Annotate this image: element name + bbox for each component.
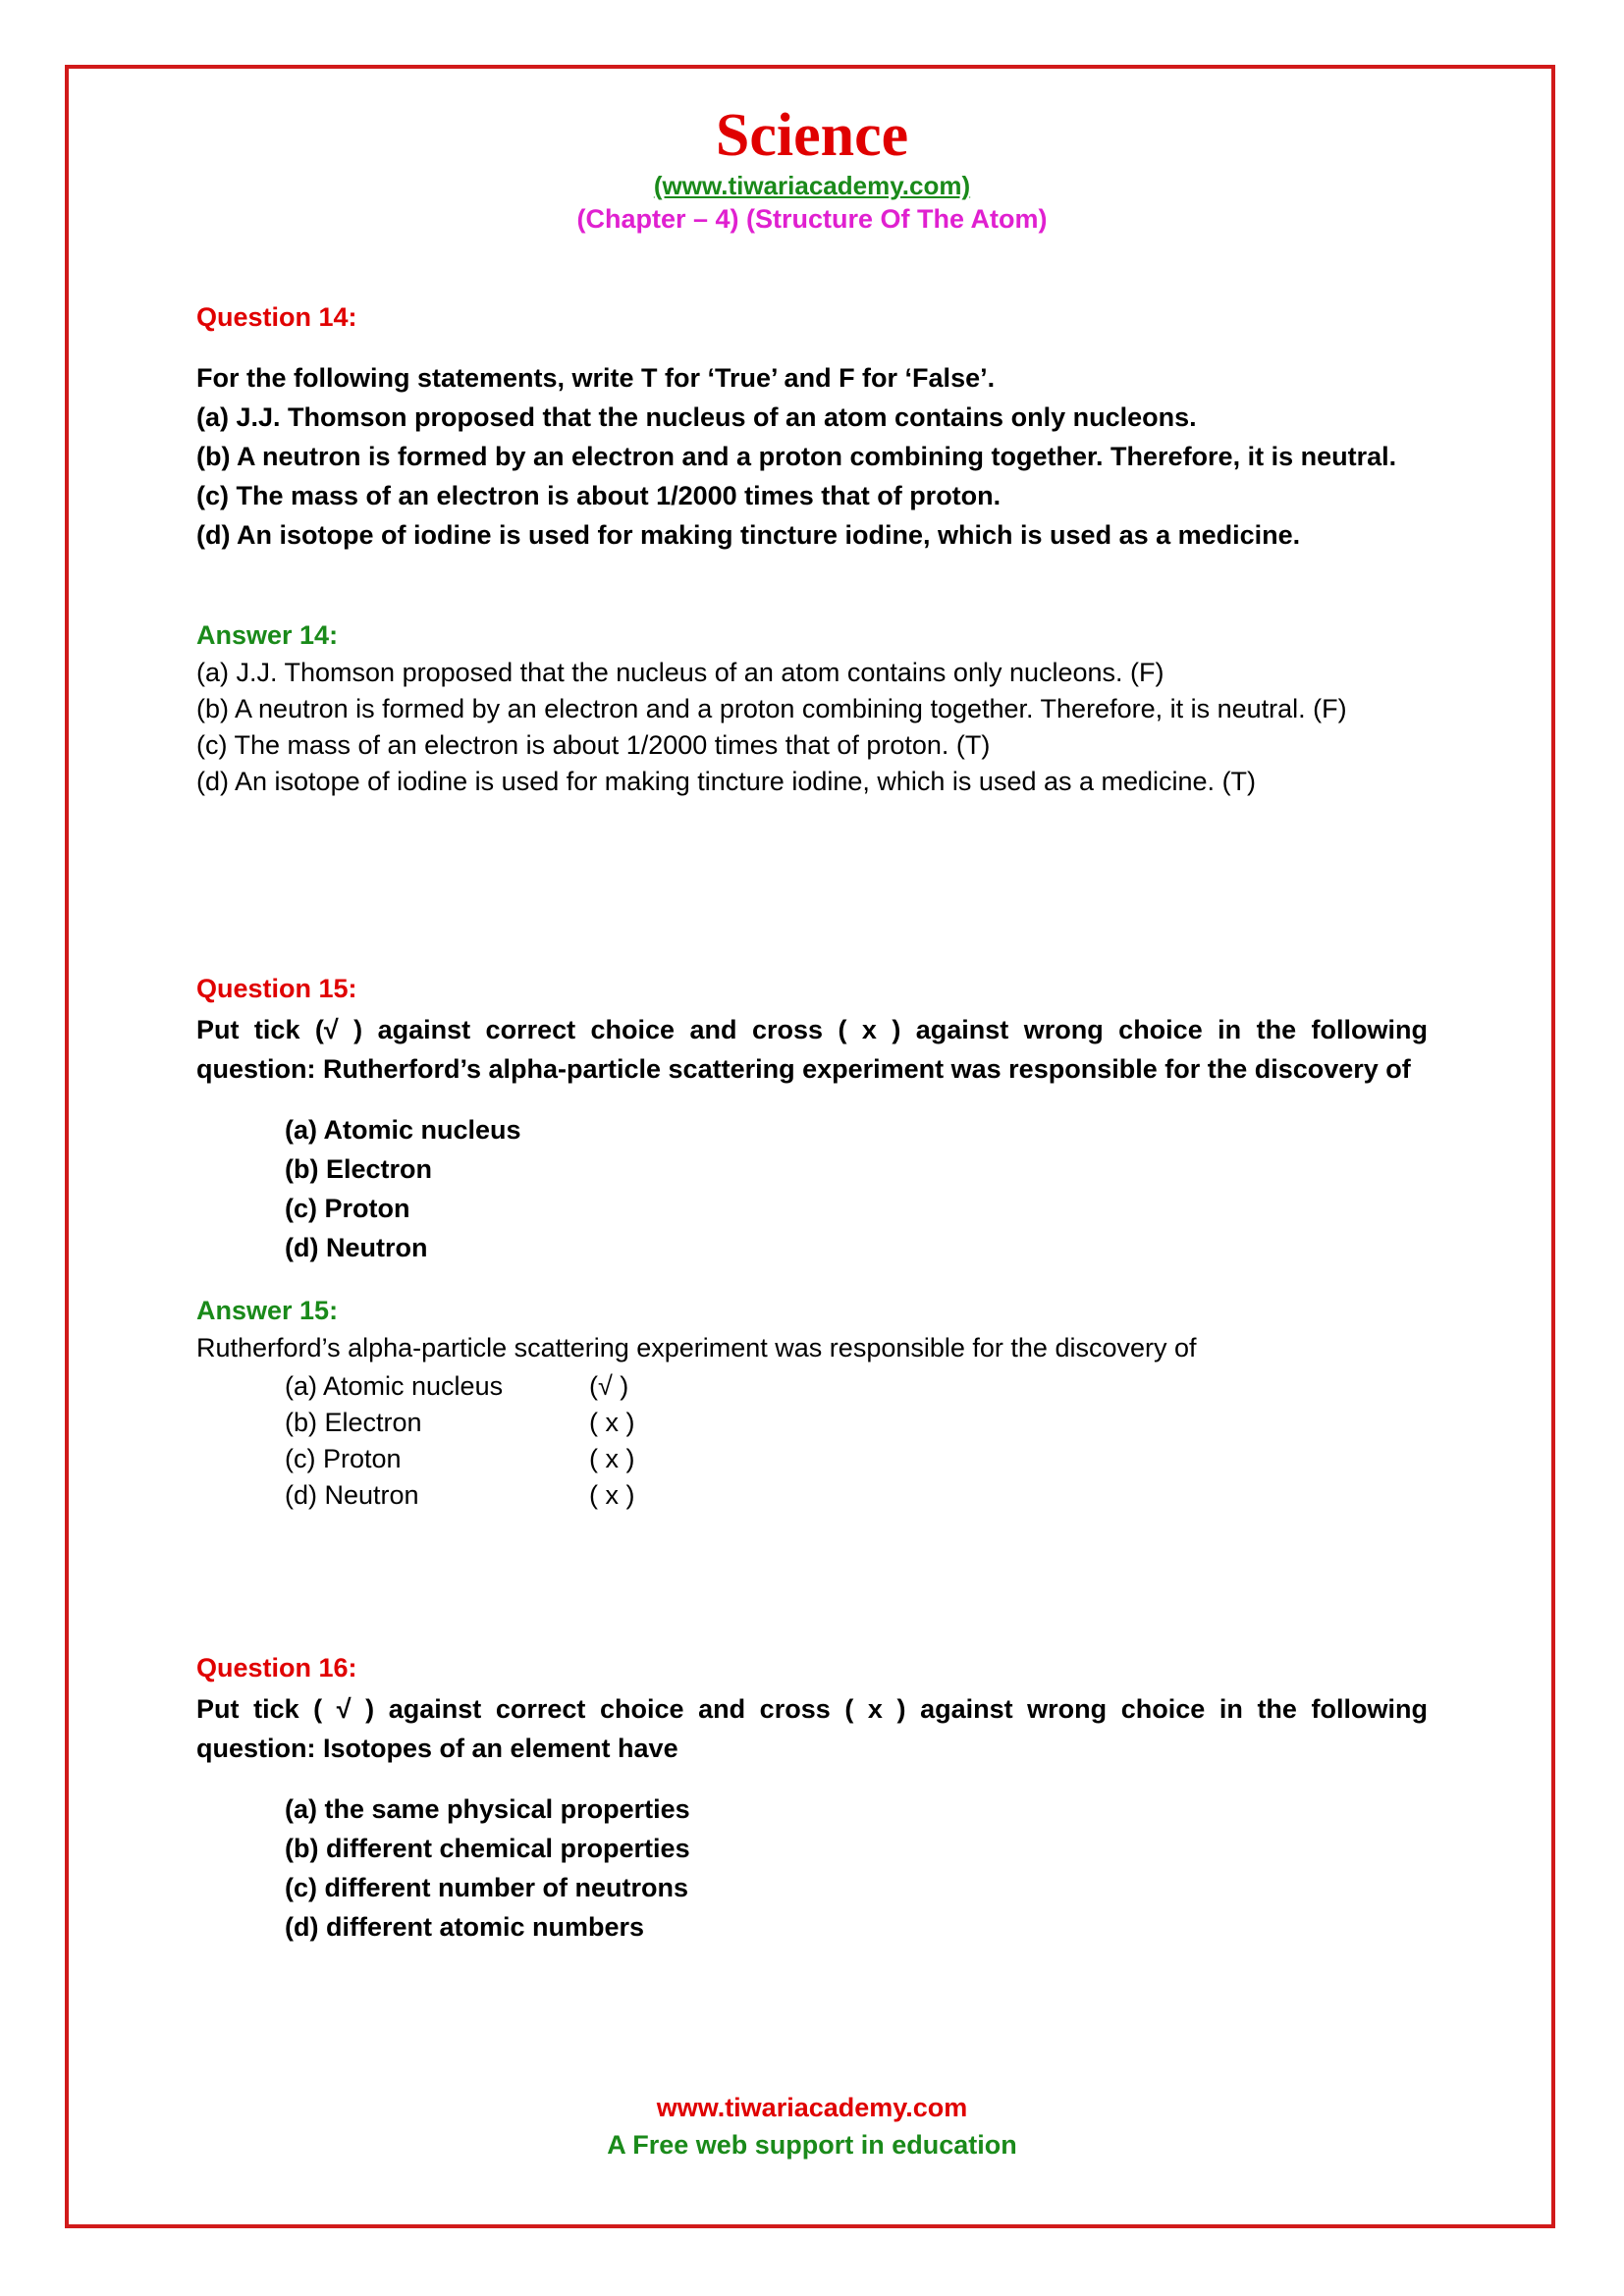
answer-14-line: (a) J.J. Thomson proposed that the nucleus of an atom contains only nucleons. (F) [196, 658, 1164, 687]
answer-14-line: (d) An isotope of iodine is used for making tincture iodine, which is used as a medicine. (T) [196, 767, 1257, 796]
answer-15-intro: Rutherford’s alpha-particle scattering experiment was responsible for the discovery of [196, 1333, 1197, 1362]
question-15-option: (d) Neutron [285, 1233, 428, 1262]
question-14-line: (a) J.J. Thomson proposed that the nucleus of an atom contains only nucleons. [196, 402, 1197, 432]
site-link[interactable]: (www.tiwariacademy.com) [653, 171, 971, 200]
question-14-line: (c) The mass of an electron is about 1/2000 times that of proton. [196, 481, 1001, 510]
answer-14-line: (c) The mass of an electron is about 1/2000 times that of proton. (T) [196, 730, 991, 760]
answer-15-label: Answer 15: [196, 1296, 339, 1325]
question-15-line: Put tick (√ ) against correct choice and cross ( x ) against wrong choice in the following [196, 1015, 1428, 1044]
answer-14-label: Answer 14: [196, 620, 339, 650]
question-15-label: Question 15: [196, 974, 357, 1003]
question-15-option: (b) Electron [285, 1154, 433, 1184]
question-14-line: (d) An isotope of iodine is used for making tincture iodine, which is used as a medicine. [196, 520, 1301, 550]
question-16-option: (b) different chemical properties [285, 1834, 690, 1863]
cross-mark: ( x ) [589, 1480, 635, 1510]
question-16-option: (c) different number of neutrons [285, 1873, 688, 1902]
footer-tagline: A Free web support in education [607, 2130, 1017, 2160]
tick-mark: (√ ) [589, 1371, 629, 1401]
question-14-label: Question 14: [196, 302, 357, 332]
question-15-option: (a) Atomic nucleus [285, 1115, 521, 1145]
question-16-option: (d) different atomic numbers [285, 1912, 645, 1942]
question-16-text [196, 1694, 1428, 1725]
question-14-line: (b) A neutron is formed by an electron and a proton combining together. Therefore, it is neutral. [196, 442, 1397, 471]
cross-mark: ( x ) [589, 1408, 635, 1437]
answer-14-line: (b) A neutron is formed by an electron and a proton combining together. Therefore, it is neutral. (F) [196, 694, 1347, 723]
question-16-line: Put tick ( √ ) against correct choice and cross ( x ) against wrong choice in the following [196, 1694, 1428, 1724]
answer-15-option: (d) Neutron [285, 1480, 419, 1510]
question-16-line: question: Isotopes of an element have [196, 1734, 678, 1763]
question-15-text [196, 1015, 1428, 1045]
answer-15-option: (a) Atomic nucleus [285, 1371, 504, 1401]
answer-15-option: (c) Proton [285, 1444, 402, 1473]
answer-15-option: (b) Electron [285, 1408, 422, 1437]
footer-site-link[interactable]: www.tiwariacademy.com [656, 2093, 968, 2122]
question-14-line: For the following statements, write T for ‘True’ and F for ‘False’. [196, 363, 996, 393]
question-15-option: (c) Proton [285, 1194, 410, 1223]
page-title: Science [715, 102, 909, 169]
question-16-label: Question 16: [196, 1653, 357, 1682]
cross-mark: ( x ) [589, 1444, 635, 1473]
question-15-line: question: Rutherford’s alpha-particle scattering experiment was responsible for the discovery of [196, 1054, 1411, 1084]
chapter-heading: (Chapter – 4) (Structure Of The Atom) [576, 204, 1048, 234]
question-16-option: (a) the same physical properties [285, 1794, 690, 1824]
